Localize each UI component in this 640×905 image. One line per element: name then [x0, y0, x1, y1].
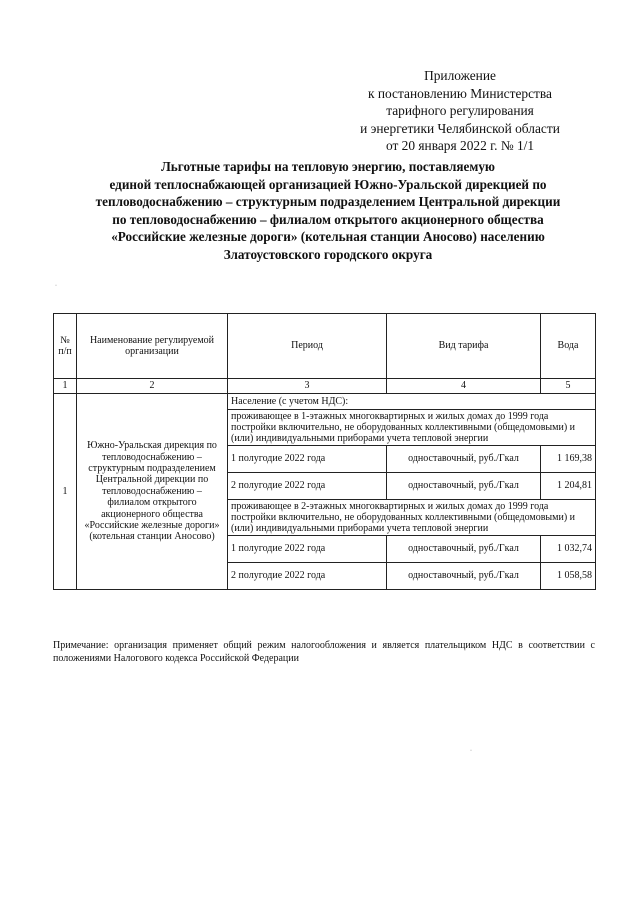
section-description: проживающее в 2-этажных многоквартирных и жилых домах до 1999 года постройки включительно, не оборудованных коллективными (общедомовыми) и (или) индивидуальными приборами учета тепловой энергии [228, 500, 596, 536]
scan-speck: · [55, 283, 57, 289]
period-cell: 1 полугодие 2022 года [228, 446, 387, 473]
header-number: № п/п [54, 314, 77, 379]
appendix-line: и энергетики Челябинской области [360, 120, 560, 136]
appendix-line: тарифного регулирования [386, 103, 534, 118]
water-tariff-value: 1 169,38 [541, 446, 596, 473]
title-line: тепловодоснабжению – структурным подразделением Центральной дирекции [95, 194, 561, 210]
section-description: проживающее в 1-этажных многоквартирных и жилых домах до 1999 года постройки включительно, не оборудованных коллективными (общедомовыми) и (или) индивидуальными приборами учета тепловой энергии [228, 410, 596, 446]
scan-speck: · [470, 748, 472, 754]
appendix-line: Приложение [424, 68, 496, 83]
tariff-type-cell: одноставочный, руб./Гкал [387, 536, 541, 563]
water-tariff-value: 1 204,81 [541, 473, 596, 500]
water-tariff-value: 1 058,58 [541, 563, 596, 590]
organization-name: Южно-Уральская дирекция по тепловодоснабжению – структурным подразделением Центральной дирекции по тепловодоснабжению – филиалом открытого акционерного общества «Российские железные дороги» (котельная станции Аносово) [77, 394, 228, 590]
header-organization: Наименование регулируемой организации [77, 314, 228, 379]
title-line: «Российские железные дороги» (котельная станции Аносово) населению [111, 229, 545, 245]
column-number: 3 [228, 379, 387, 394]
tariff-table [53, 313, 596, 590]
tariff-type-cell: одноставочный, руб./Гкал [387, 563, 541, 590]
footnote: Примечание: организация применяет общий режим налогообложения и является плательщиком НДС в соответствии с положениями Налогового кодекса Российской Федерации [53, 640, 595, 664]
title-line: Льготные тарифы на тепловую энергию, поставляемую [160, 159, 495, 174]
header-water: Вода [541, 314, 596, 379]
document-title [58, 158, 598, 264]
appendix-header [330, 67, 590, 155]
header-period: Период [228, 314, 387, 379]
title-line: единой теплоснабжающей организацией Южно-Уральской дирекцией по [109, 176, 547, 192]
tariff-type-cell: одноставочный, руб./Гкал [387, 446, 541, 473]
table-row [54, 394, 596, 410]
water-tariff-value: 1 032,74 [541, 536, 596, 563]
column-number: 4 [387, 379, 541, 394]
title-line: по тепловодоснабжению – филиалом открытого акционерного общества [112, 211, 544, 227]
table-header-row [54, 314, 596, 379]
column-number: 5 [541, 379, 596, 394]
appendix-line: к постановлению Министерства [368, 85, 552, 101]
period-cell: 1 полугодие 2022 года [228, 536, 387, 563]
row-number: 1 [54, 394, 77, 590]
appendix-line: от 20 января 2022 г. № 1/1 [385, 138, 535, 153]
period-cell: 2 полугодие 2022 года [228, 473, 387, 500]
population-group-label: Население (с учетом НДС): [228, 394, 596, 410]
column-number: 2 [77, 379, 228, 394]
header-tariff-type: Вид тарифа [387, 314, 541, 379]
column-number: 1 [54, 379, 77, 394]
tariff-type-cell: одноставочный, руб./Гкал [387, 473, 541, 500]
column-number-row [54, 379, 596, 394]
period-cell: 2 полугодие 2022 года [228, 563, 387, 590]
title-line: Златоустовского городского округа [223, 246, 433, 262]
